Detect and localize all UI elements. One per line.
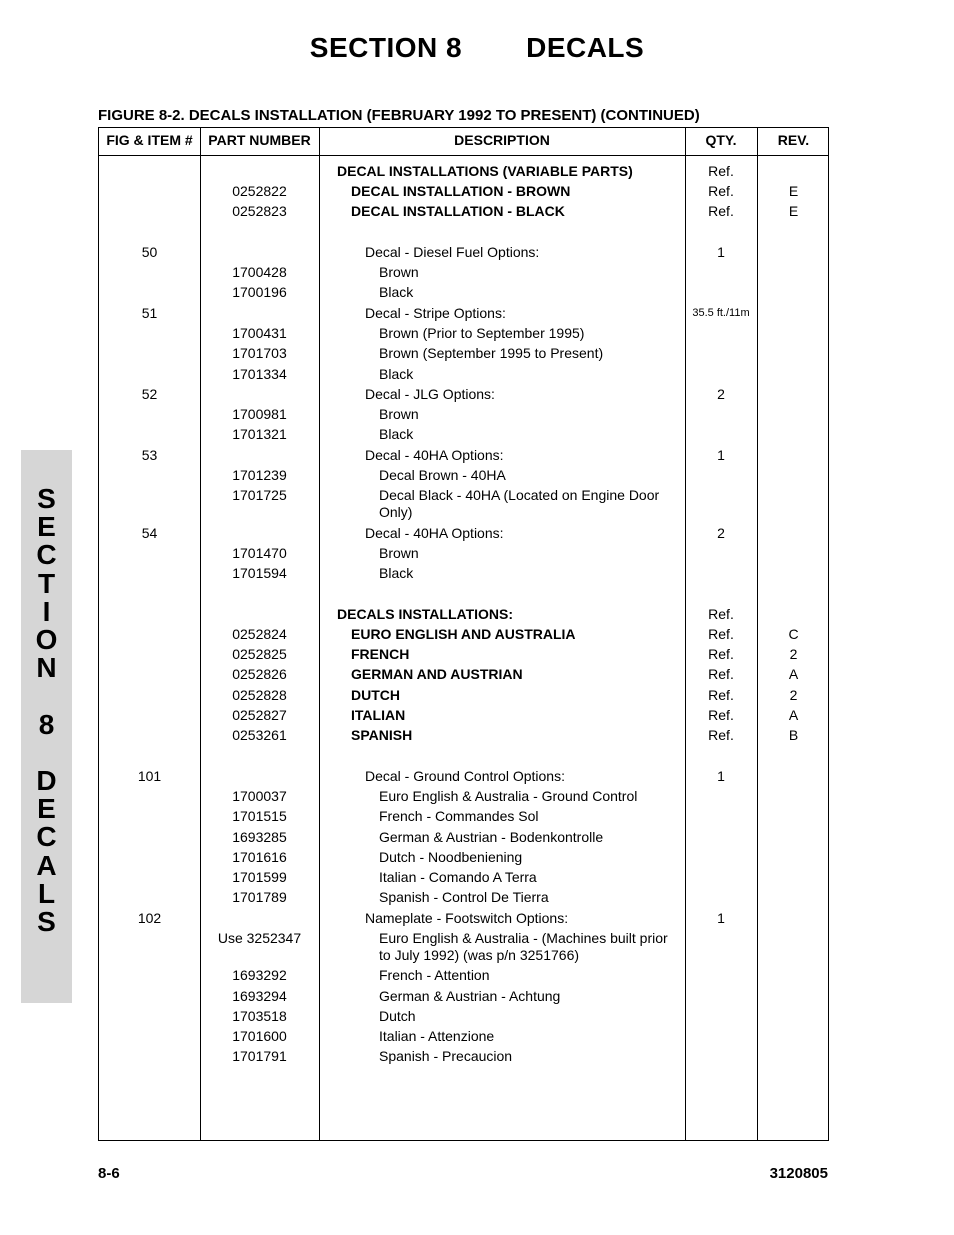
- description: Decal - Ground Control Options:: [365, 768, 565, 784]
- description: Brown (Prior to September 1995): [379, 325, 585, 341]
- description: Black: [379, 426, 414, 442]
- section-title: DECALS: [526, 32, 645, 63]
- description: Decal Black - 40HA (Located on Engine Door Only): [379, 487, 660, 520]
- page-title: [0, 32, 954, 64]
- quantity: Ref.: [708, 203, 734, 219]
- page-number: 8-6: [98, 1165, 120, 1182]
- part-number: 1701725: [232, 487, 287, 503]
- description: ITALIAN: [351, 707, 406, 723]
- quantity: Ref.: [708, 163, 734, 179]
- part-number: 1701789: [232, 889, 287, 905]
- column-header-qty: QTY.: [705, 132, 737, 148]
- part-number: 1693285: [232, 829, 287, 845]
- quantity: 2: [717, 525, 725, 541]
- part-number: 0252824: [232, 626, 287, 642]
- part-number: Use 3252347: [217, 930, 302, 946]
- revision: B: [788, 727, 799, 743]
- section-label: SECTION 8: [309, 32, 463, 63]
- quantity: 1: [717, 244, 725, 260]
- description: Brown: [379, 545, 419, 561]
- description: Dutch: [379, 1008, 416, 1024]
- column-header-rev: REV.: [777, 132, 810, 148]
- part-number: 1701321: [232, 426, 287, 442]
- description: Black: [379, 366, 414, 382]
- part-number: 1700981: [232, 406, 287, 422]
- description: Decal Brown - 40HA: [379, 467, 506, 483]
- part-number: 0252826: [232, 666, 287, 682]
- description: DECAL INSTALLATIONS (VARIABLE PARTS): [337, 163, 633, 179]
- description: Euro English & Australia - (Machines built prior to July 1992) (was p/n 3251766): [379, 930, 668, 963]
- description: Italian - Comando A Terra: [379, 869, 537, 885]
- revision: 2: [789, 687, 798, 703]
- part-number: 0253261: [232, 727, 287, 743]
- description: Spanish - Control De Tierra: [379, 889, 549, 905]
- part-number: 1693294: [232, 988, 287, 1004]
- quantity: 1: [717, 447, 725, 463]
- description: DUTCH: [351, 687, 400, 703]
- part-number: 0252823: [232, 203, 287, 219]
- description: French - Commandes Sol: [379, 808, 539, 824]
- fig-item-number: 52: [141, 386, 158, 402]
- quantity: Ref.: [708, 666, 734, 682]
- fig-item-number: 50: [141, 244, 158, 260]
- description: Brown: [379, 406, 419, 422]
- revision: 2: [789, 646, 798, 662]
- fig-item-number: 53: [141, 447, 158, 463]
- part-number: 1701616: [232, 849, 287, 865]
- part-number: 1701470: [232, 545, 287, 561]
- figure-title: FIGURE 8-2. DECALS INSTALLATION (FEBRUARY 1992 TO PRESENT) (CONTINUED): [98, 107, 700, 124]
- part-number: 1703518: [232, 1008, 287, 1024]
- revision: E: [788, 183, 799, 199]
- fig-item-number: 101: [137, 768, 162, 784]
- description: Black: [379, 565, 414, 581]
- fig-item-number: 51: [141, 305, 158, 321]
- description: Spanish - Precaucion: [379, 1048, 513, 1064]
- description: FRENCH: [351, 646, 410, 662]
- quantity: Ref.: [708, 707, 734, 723]
- description: French - Attention: [379, 967, 490, 983]
- column-header-item: FIG & ITEM #: [106, 132, 193, 148]
- description: Italian - Attenzione: [379, 1028, 495, 1044]
- revision: A: [788, 666, 799, 682]
- part-number: 1701791: [232, 1048, 287, 1064]
- quantity: Ref.: [708, 727, 734, 743]
- column-divider: [319, 128, 320, 1140]
- quantity: 2: [717, 386, 725, 402]
- parts-table: [98, 127, 829, 1141]
- part-number: 1693292: [232, 967, 287, 983]
- description: Nameplate - Footswitch Options:: [365, 910, 569, 926]
- quantity: Ref.: [708, 646, 734, 662]
- revision: E: [788, 203, 799, 219]
- quantity: Ref.: [708, 687, 734, 703]
- part-number: 1700431: [232, 325, 287, 341]
- quantity: Ref.: [708, 183, 734, 199]
- description: German & Austrian - Bodenkontrolle: [379, 829, 604, 845]
- description: Euro English & Australia - Ground Control: [379, 788, 638, 804]
- part-number: 1700196: [232, 284, 287, 300]
- description: DECALS INSTALLATIONS:: [337, 606, 514, 622]
- description: Decal - JLG Options:: [365, 386, 495, 402]
- quantity: Ref.: [708, 626, 734, 642]
- part-number: 0252822: [232, 183, 287, 199]
- part-number: 1701594: [232, 565, 287, 581]
- quantity: 1: [717, 768, 725, 784]
- document-number: 3120805: [769, 1165, 828, 1182]
- quantity: 1: [717, 910, 725, 926]
- description: DECAL INSTALLATION - BLACK: [351, 203, 565, 219]
- description: Brown (September 1995 to Present): [379, 345, 604, 361]
- part-number: 1701515: [232, 808, 287, 824]
- column-header-part-number: PART NUMBER: [208, 132, 311, 148]
- part-number: 1700428: [232, 264, 287, 280]
- description: GERMAN AND AUSTRIAN: [351, 666, 523, 682]
- part-number: 1700037: [232, 788, 287, 804]
- part-number: 1701239: [232, 467, 287, 483]
- part-number: 1701703: [232, 345, 287, 361]
- revision: C: [788, 626, 799, 642]
- revision: A: [788, 707, 799, 723]
- description: EURO ENGLISH AND AUSTRALIA: [351, 626, 576, 642]
- description: Dutch - Noodbeniening: [379, 849, 523, 865]
- part-number: 0252827: [232, 707, 287, 723]
- part-number: 0252828: [232, 687, 287, 703]
- description: Decal - Diesel Fuel Options:: [365, 244, 540, 260]
- description: Brown: [379, 264, 419, 280]
- quantity: Ref.: [708, 606, 734, 622]
- description: Decal - 40HA Options:: [365, 447, 504, 463]
- quantity: 35.5 ft./11m: [692, 307, 750, 319]
- fig-item-number: 102: [137, 910, 162, 926]
- description: SPANISH: [351, 727, 413, 743]
- description: Decal - 40HA Options:: [365, 525, 504, 541]
- description: Decal - Stripe Options:: [365, 305, 506, 321]
- description: German & Austrian - Achtung: [379, 988, 561, 1004]
- description: DECAL INSTALLATION - BROWN: [351, 183, 571, 199]
- side-tab-label: S E C T I O N 8 D E C A L S: [35, 483, 58, 938]
- part-number: 0252825: [232, 646, 287, 662]
- part-number: 1701334: [232, 366, 287, 382]
- header-divider: [99, 155, 828, 156]
- description: Black: [379, 284, 414, 300]
- fig-item-number: 54: [141, 525, 158, 541]
- part-number: 1701599: [232, 869, 287, 885]
- section-side-tab: [21, 450, 72, 1003]
- column-header-description: DESCRIPTION: [454, 132, 550, 148]
- part-number: 1701600: [232, 1028, 287, 1044]
